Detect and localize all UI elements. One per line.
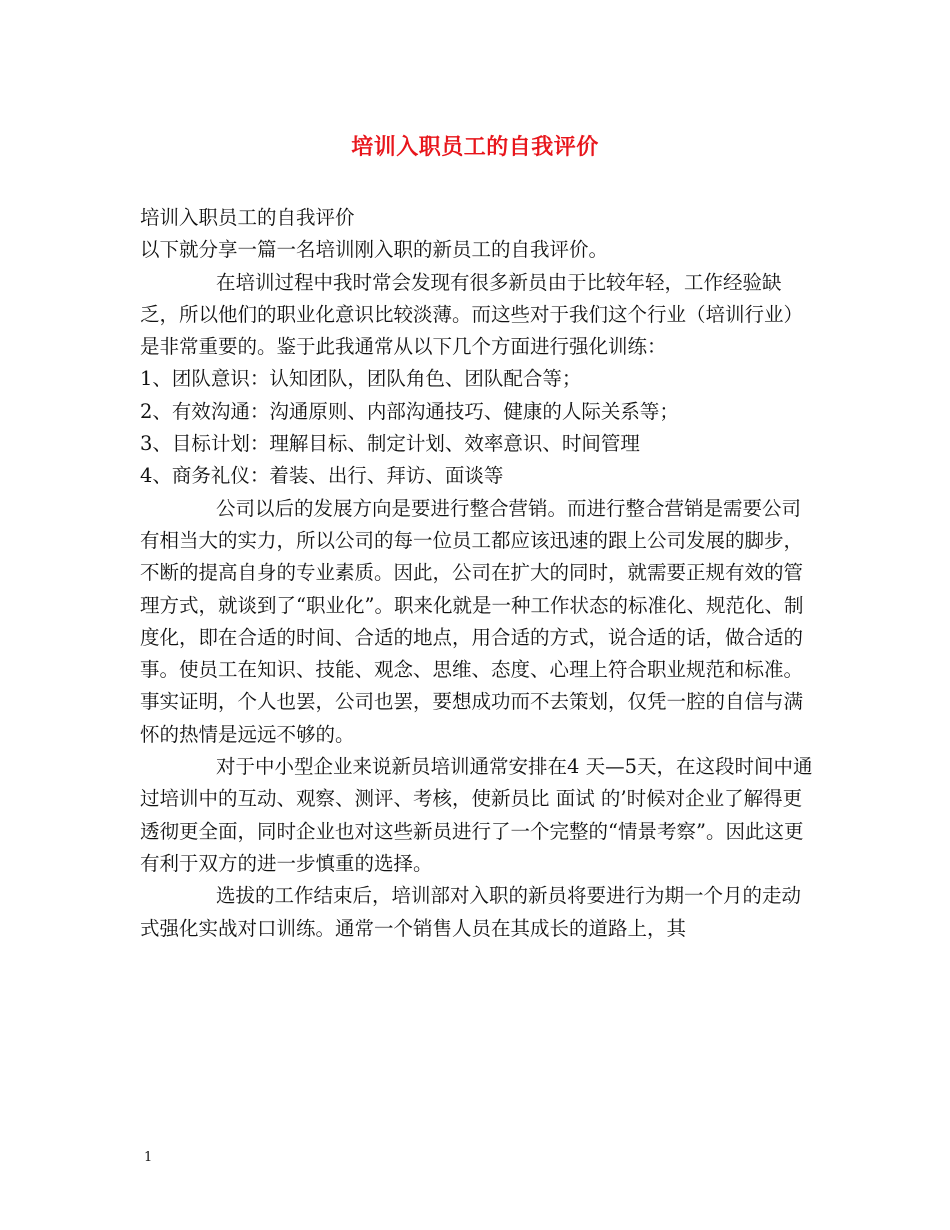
list-item: 1、团队意识：认知团队，团队角色、团队配合等； xyxy=(140,367,582,391)
intro-paragraph: 以下就分享一篇一名培训刚入职的新员工的自我评价。 xyxy=(140,238,609,262)
list-item: 3、目标计划：理解目标、制定计划、效率意识、时间管理 xyxy=(140,432,640,456)
body-paragraph: 对于中小型企业来说新员培训通常安排在4 天—5天，在这段时间中通过培训中的互动、观察、测评、考核，使新员比 面试 的’时候对企业了解得更透彻更全面，同时企业也对这些新员进行了一个完整的“情景考察”。因此这更有利于双方的进一步慎重的选择。 xyxy=(140,755,813,875)
document-body xyxy=(140,202,815,945)
body-paragraph: 公司以后的发展方向是要进行整合营销。而进行整合营销是需要公司有相当大的实力，所以公司的每一位员工都应该迅速的跟上公司发展的脚步，不断的提高自身的专业素质。因此，公司在扩大的同时，就需要正规有效的管理方式，就谈到了“职业化”。职来化就是一种工作状态的标准化、规范化、制度化，即在合适的时间、合适的地点，用合适的方式，说合适的话，做合适的事。使员工在知识、技能、观念、思维、态度、心理上符合职业规范和标准。事实证明，个人也罢，公司也罢，要想成功而不去策划，仅凭一腔的自信与满怀的热情是远远不够的。 xyxy=(140,496,804,746)
subtitle-paragraph: 培训入职员工的自我评价 xyxy=(140,206,355,229)
body-paragraph: 在培训过程中我时常会发现有很多新员由于比较年轻，工作经验缺乏，所以他们的职业化意识比较淡薄。而这些对于我们这个行业（培训行业）是非常重要的。鉴于此我通常从以下几个方面进行强化训练： xyxy=(140,270,804,359)
document-title: 培训入职员工的自我评价 xyxy=(351,134,599,160)
page-number: 1 xyxy=(144,1150,153,1165)
body-paragraph: 选拔的工作结束后，培训部对入职的新员将要进行为期一个月的走动式强化实战对口训练。通常一个销售人员在其成长的道路上，其 xyxy=(140,884,802,940)
list-item: 4、商务礼仪：着装、出行、拜访、面谈等 xyxy=(140,464,504,488)
list-item: 2、有效沟通：沟通原则、内部沟通技巧、健康的人际关系等； xyxy=(140,399,679,423)
